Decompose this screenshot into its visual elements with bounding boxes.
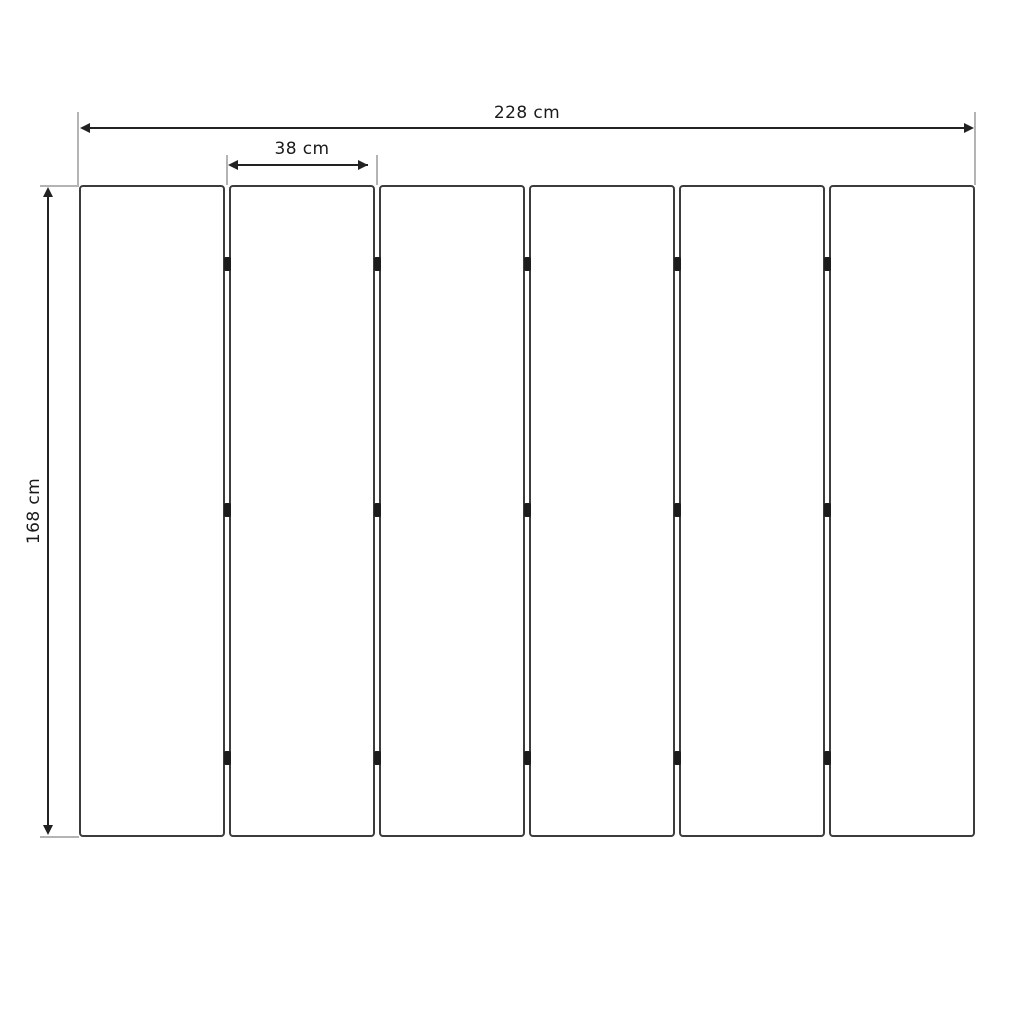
hinge-mark [374, 503, 381, 517]
height-dimension-line [47, 196, 49, 826]
extension-line-bottom [40, 836, 79, 838]
hinge-mark [674, 257, 681, 271]
hinge-mark [824, 257, 831, 271]
hinge-mark [674, 503, 681, 517]
panel-width-dimension-label: 38 cm [274, 139, 330, 159]
total-width-dimension-line [88, 127, 966, 129]
hinge-mark [824, 751, 831, 765]
hinge-mark [824, 503, 831, 517]
hinge-mark [524, 503, 531, 517]
panel-6 [829, 185, 975, 837]
panel-5 [679, 185, 825, 837]
hinge-mark [224, 503, 231, 517]
total-width-dimension-label: 228 cm [493, 103, 561, 123]
panel-4 [529, 185, 675, 837]
arrowhead-right-icon [964, 123, 974, 133]
arrowhead-down-icon [43, 825, 53, 835]
hinge-mark [374, 257, 381, 271]
panel-width-dimension-line [236, 164, 368, 166]
hinge-mark [524, 751, 531, 765]
height-dimension-label: 168 cm [24, 477, 44, 545]
extension-line-panel-right [376, 155, 378, 185]
arrowhead-right-icon [358, 160, 368, 170]
panel-3 [379, 185, 525, 837]
panel-2 [229, 185, 375, 837]
hinge-mark [224, 751, 231, 765]
hinge-mark [374, 751, 381, 765]
hinge-mark [224, 257, 231, 271]
panel-1 [79, 185, 225, 837]
hinge-mark [524, 257, 531, 271]
hinge-mark [674, 751, 681, 765]
